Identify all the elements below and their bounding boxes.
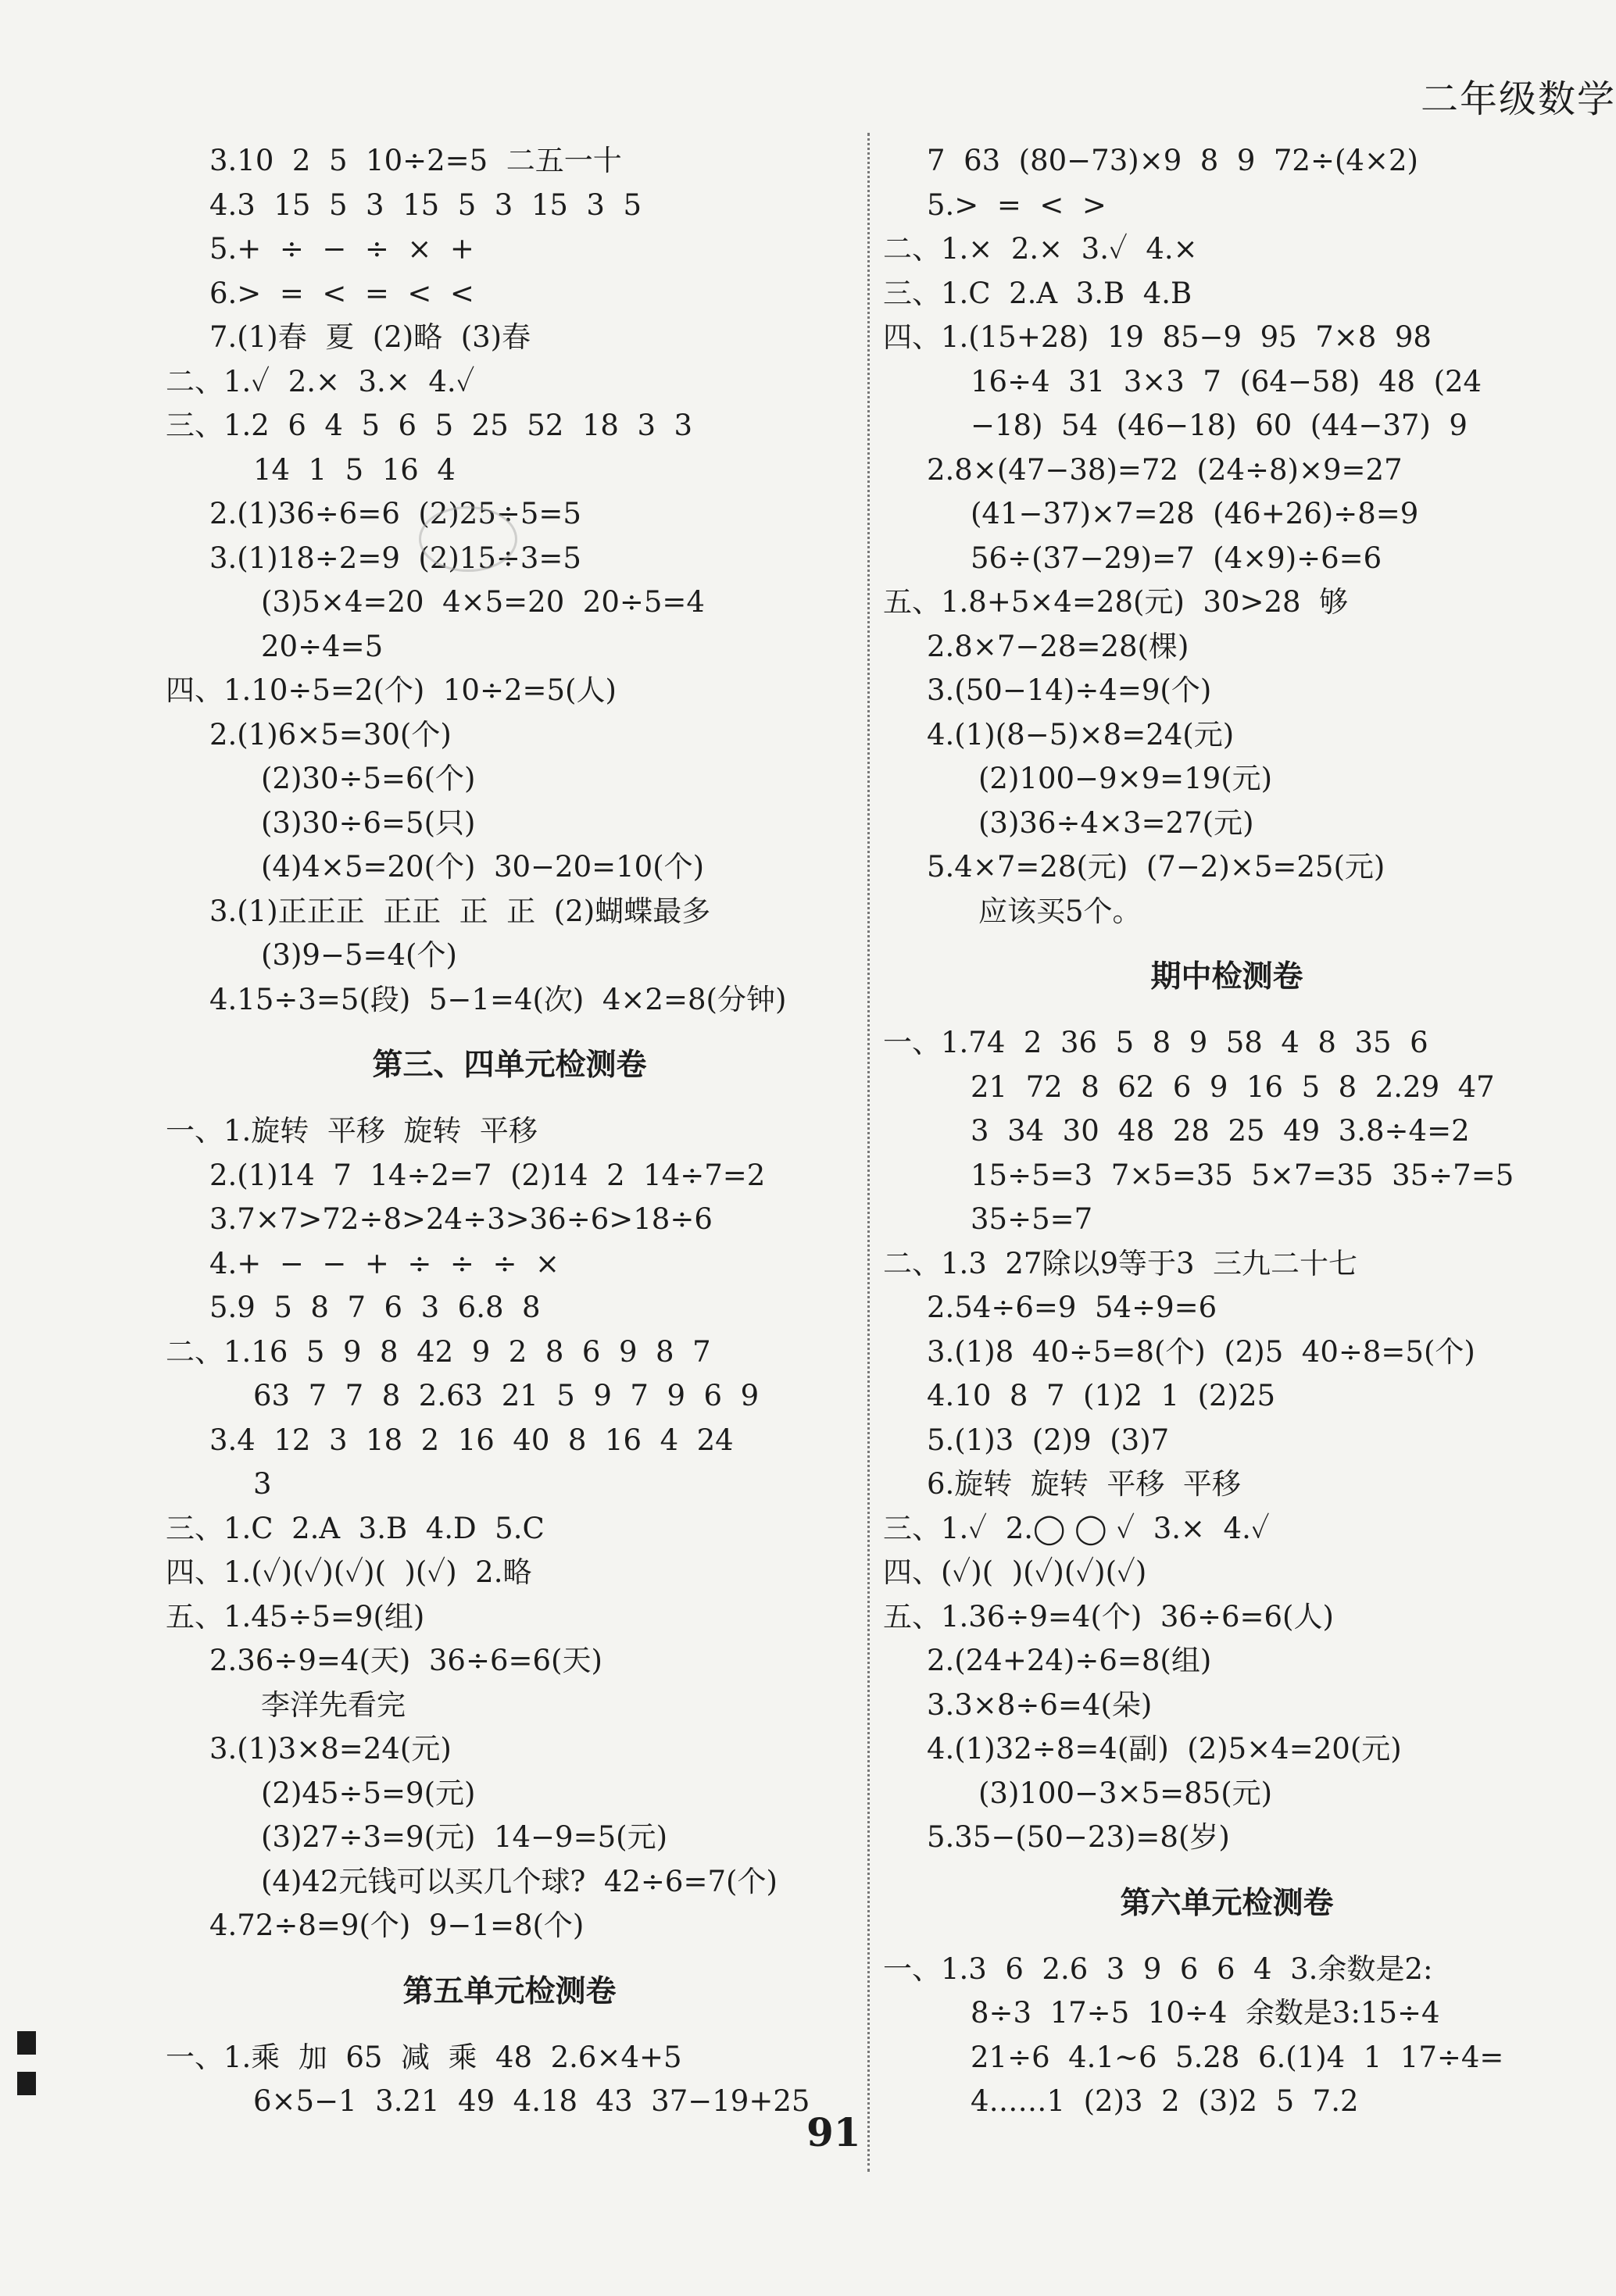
answer-line: 一、1.74 2 36 5 8 9 58 4 8 35 6: [883, 1026, 1428, 1059]
answer-line: 二、1.× 2.× 3.✓ 4.×: [883, 232, 1198, 266]
answer-line: 2.36÷9=4(天) 36÷6=6(天): [209, 1644, 602, 1677]
answer-line: 四、1.(15+28) 19 85−9 95 7×8 98: [883, 320, 1432, 354]
answer-line: (2)30÷5=6(个): [261, 762, 476, 795]
answer-line: 4.10 8 7 (1)2 1 (2)25: [927, 1379, 1276, 1412]
answer-line: 2.8×7−28=28(棵): [927, 629, 1189, 663]
answer-line: 5.9 5 8 7 6 3 6.8 8: [209, 1291, 541, 1324]
answer-line: 3.(1)18÷2=9 (2)15÷3=5: [209, 541, 581, 575]
answer-line: 一、1.乘 加 65 减 乘 48 2.6×4+5: [166, 2040, 682, 2074]
answer-line: 3.7×7>72÷8>24÷3>36÷6>18÷6: [209, 1202, 713, 1236]
section-heading: 第五单元检测卷: [402, 1973, 617, 2009]
answer-line: 三、1.C 2.A 3.B 4.B: [883, 276, 1192, 310]
answer-line: 6×5−1 3.21 49 4.18 43 37−19+25: [253, 2084, 810, 2118]
answer-line: (41−37)×7=28 (46+26)÷8=9: [971, 497, 1419, 530]
answer-line: 二、1.16 5 9 8 42 9 2 8 6 9 8 7: [166, 1334, 711, 1369]
answer-line: 三、1.C 2.A 3.B 4.D 5.C: [166, 1511, 545, 1545]
answer-line: (3)36÷4×3=27(元): [978, 805, 1254, 840]
answer-line: 5.(1)3 (2)9 (3)7: [927, 1423, 1170, 1457]
answer-line: 3: [253, 1467, 272, 1501]
page-number: 91: [806, 2109, 861, 2155]
answer-line: 4.(1)(8−5)×8=24(元): [927, 717, 1235, 752]
answer-line: 2.8×(47−38)=72 (24÷8)×9=27: [927, 452, 1403, 487]
answer-line: 应该买5个。: [978, 894, 1142, 928]
answer-line: 五、1.8+5×4=28(元) 30>28 够: [883, 585, 1349, 619]
section-heading: 期中检测卷: [1150, 959, 1303, 994]
answer-line: 一、1.旋转 平移 旋转 平移: [166, 1114, 538, 1148]
answer-line: 2.(1)6×5=30(个): [209, 717, 452, 752]
answer-line: 一、1.3 6 2.6 3 9 6 6 4 3.余数是2:: [883, 1951, 1433, 1986]
answer-line: (3)27÷3=9(元) 14−9=5(元): [261, 1820, 668, 1854]
answer-line: 2.(1)36÷6=6 (2)25÷5=5: [209, 497, 581, 530]
answer-line: 4.3 15 5 3 15 5 3 15 3 5: [209, 187, 642, 222]
answer-line: 四、1.10÷5=2(个) 10÷2=5(人): [166, 673, 617, 707]
answer-line: 56÷(37−29)=7 (4×9)÷6=6: [971, 541, 1382, 575]
answer-line: 5.+ ÷ − ÷ × +: [209, 232, 474, 266]
answer-line: 3.(1)3×8=24(元): [209, 1732, 452, 1766]
section-heading: 第六单元检测卷: [1120, 1885, 1334, 1921]
faded-stamp: [419, 506, 517, 572]
answer-line: 3.3×8÷6=4(朵): [927, 1687, 1153, 1722]
answer-line: (3)5×4=20 4×5=20 20÷5=4: [261, 585, 705, 619]
answer-line: −18) 54 (46−18) 60 (44−37) 9: [971, 409, 1468, 442]
answer-line: 3.10 2 5 10÷2=5 二五一十: [209, 144, 622, 177]
answer-line: 16÷4 31 3×3 7 (64−58) 48 (24: [971, 364, 1482, 398]
answer-line: 5.35−(50−23)=8(岁): [927, 1820, 1230, 1854]
answer-line: (3)30÷6=5(只): [261, 805, 476, 840]
page-header-title: 二年级数学: [1420, 77, 1616, 121]
left-column: [166, 139, 853, 2124]
answer-line: (3)9−5=4(个): [261, 938, 457, 972]
answer-line: 2.(24+24)÷6=8(组): [927, 1644, 1212, 1677]
answer-line: 3.(50−14)÷4=9(个): [927, 673, 1212, 707]
answer-line: 3.(1)正正正 正正 正 正 (2)蝴蝶最多: [209, 894, 711, 928]
answer-line: 五、1.36÷9=4(个) 36÷6=6(人): [883, 1599, 1334, 1634]
answer-line: 五、1.45÷5=9(组): [166, 1599, 425, 1634]
answer-line: (2)45÷5=9(元): [261, 1776, 476, 1810]
answer-line: 14 1 5 16 4: [253, 452, 456, 487]
answer-line: 21 72 8 62 6 9 16 5 8 2.29 47: [971, 1069, 1495, 1104]
answer-line: 3.(1)8 40÷5=8(个) (2)5 40÷8=5(个): [927, 1334, 1475, 1369]
answer-line: 4.(1)32÷8=4(副) (2)5×4=20(元): [927, 1732, 1402, 1766]
edge-mark: [17, 2072, 36, 2095]
answer-line: 4……1 (2)3 2 (3)2 5 7.2: [971, 2084, 1359, 2118]
answer-line: 6.> = < = < <: [209, 276, 474, 310]
answer-line: 二、1.✓ 2.× 3.× 4.✓: [166, 364, 475, 398]
answer-line: 3.4 12 3 18 2 16 40 8 16 4 24: [209, 1423, 734, 1457]
answer-line: 三、1.2 6 4 5 6 5 25 52 18 3 3: [166, 409, 693, 442]
answer-line: 4.72÷8=9(个) 9−1=8(个): [209, 1909, 585, 1942]
answer-line: (3)100−3×5=85(元): [978, 1776, 1273, 1810]
answer-line: 2.(1)14 7 14÷2=7 (2)14 2 14÷7=2: [209, 1158, 766, 1192]
answer-line: 8÷3 17÷5 10÷4 余数是3:15÷4: [971, 1996, 1440, 2030]
answer-line: 四、1.(✓)(✓)(✓)( )(✓) 2.略: [166, 1555, 532, 1589]
answer-line: 7.(1)春 夏 (2)略 (3)春: [209, 320, 531, 354]
answer-line: 5.4×7=28(元) (7−2)×5=25(元): [927, 850, 1385, 884]
answer-line: 三、1.✓ 2.◯ ◯ ✓ 3.× 4.✓: [883, 1511, 1270, 1545]
answer-line: 5.> = < >: [927, 187, 1107, 222]
answer-line: 李洋先看完: [261, 1687, 406, 1722]
column-divider: [867, 133, 870, 2172]
answer-line: 21÷6 4.1~6 5.28 6.(1)4 1 17÷4=: [971, 2040, 1504, 2074]
answer-line: 3 34 30 48 28 25 49 3.8÷4=2: [971, 1114, 1470, 1148]
right-column: [883, 139, 1571, 2124]
answer-line: (4)42元钱可以买几个球? 42÷6=7(个): [261, 1864, 778, 1898]
edge-mark: [17, 2031, 36, 2055]
answer-line: 7 63 (80−73)×9 8 9 72÷(4×2): [927, 144, 1418, 177]
answer-line: 4.15÷3=5(段) 5−1=4(次) 4×2=8(分钟): [209, 982, 787, 1016]
answer-line: 四、(✓)( )(✓)(✓)(✓): [883, 1555, 1147, 1589]
answer-line: (4)4×5=20(个) 30−20=10(个): [261, 850, 705, 884]
answer-line: 2.54÷6=9 54÷9=6: [927, 1291, 1217, 1324]
answer-line: 二、1.3 27除以9等于3 三九二十七: [883, 1246, 1358, 1280]
section-heading: 第三、四单元检测卷: [372, 1048, 647, 1083]
answer-line: 4.+ − − + ÷ ÷ ÷ ×: [209, 1246, 560, 1280]
answer-line: 6.旋转 旋转 平移 平移: [927, 1467, 1241, 1501]
answer-line: 35÷5=7: [971, 1202, 1093, 1236]
answer-line: 15÷5=3 7×5=35 5×7=35 35÷7=5: [971, 1158, 1514, 1192]
edge-marks: [17, 2031, 36, 2112]
answer-line: 63 7 7 8 2.63 21 5 9 7 9 6 9: [253, 1379, 760, 1412]
answer-line: 20÷4=5: [261, 629, 384, 663]
answer-line: (2)100−9×9=19(元): [978, 762, 1273, 795]
